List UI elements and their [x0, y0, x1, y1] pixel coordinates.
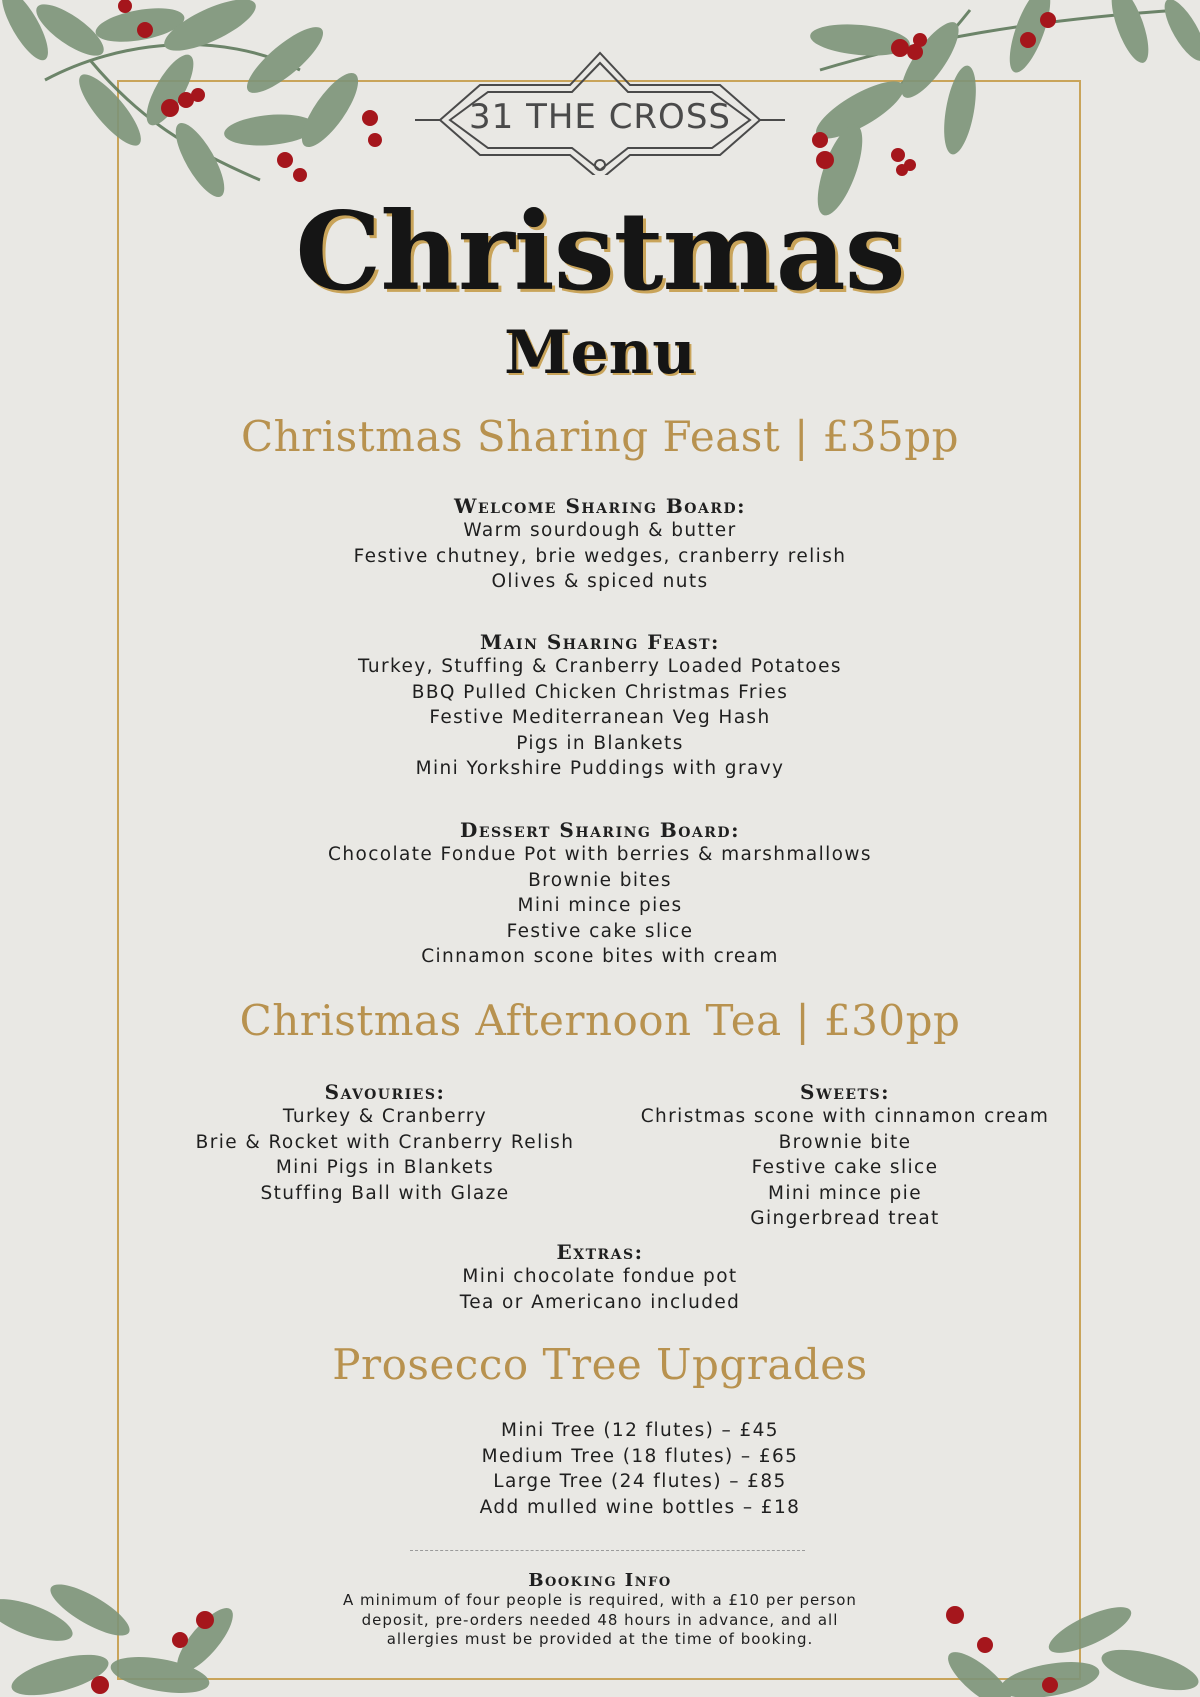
sweets-heading: Sweets: [800, 1080, 890, 1104]
menu-item: Festive Mediterranean Veg Hash [429, 707, 771, 729]
booking-info-text [0, 1591, 1200, 1650]
dessert-board-section [0, 818, 1200, 970]
prosecco-section [395, 1418, 885, 1520]
menu-item: Christmas scone with cinnamon cream [640, 1106, 1050, 1127]
main-feast-items [0, 654, 1200, 782]
prosecco-items [395, 1418, 885, 1520]
menu-item: Gingerbread treat [750, 1208, 940, 1230]
booking-line: A minimum of four people is required, with a £10 per person [343, 1591, 857, 1609]
extras-heading: Extras: [556, 1240, 644, 1264]
menu-item: Mini chocolate fondue pot [462, 1266, 738, 1287]
menu-item: Add mulled wine bottles – £18 [479, 1496, 801, 1518]
menu-item: Olives & spiced nuts [491, 571, 709, 593]
holly-branch-top-right-icon [800, 0, 1200, 220]
menu-item: Warm sourdough & butter [463, 520, 737, 541]
savouries-items [160, 1104, 610, 1206]
menu-item: Pigs in Blankets [516, 732, 684, 754]
holly-branch-top-left-icon [0, 0, 400, 210]
sweets-items [620, 1104, 1070, 1232]
welcome-board-section [0, 494, 1200, 595]
menu-item: Mini Pigs in Blankets [275, 1157, 495, 1179]
menu-item: Cinnamon scone bites with cream [421, 946, 779, 968]
menu-item: Mini Yorkshire Puddings with gravy [415, 758, 785, 780]
main-feast-section [0, 630, 1200, 782]
sweets-section [620, 1080, 1070, 1232]
main-feast-heading: Main Sharing Feast: [480, 630, 720, 654]
menu-item: Festive cake slice [506, 920, 694, 942]
dessert-board-items [0, 842, 1200, 970]
sharing-feast-title: Christmas Sharing Feast | £35pp [240, 412, 959, 461]
menu-item: Mini mince pie [767, 1182, 923, 1204]
menu-item: Brie & Rocket with Cranberry Relish [195, 1131, 575, 1153]
logo-text: 31 THE CROSS [469, 97, 731, 137]
afternoon-tea-title: Christmas Afternoon Tea | £30pp [239, 996, 961, 1045]
extras-items [0, 1264, 1200, 1315]
menu-item: Festive cake slice [751, 1157, 939, 1179]
menu-item: Mini mince pies [517, 895, 683, 917]
menu-item: BBQ Pulled Chicken Christmas Fries [411, 681, 789, 703]
page-subtitle: Menu [504, 318, 696, 388]
extras-section [0, 1240, 1200, 1315]
prosecco-title: Prosecco Tree Upgrades [332, 1340, 868, 1389]
booking-line: deposit, pre-orders needed 48 hours in advance, and all [361, 1610, 839, 1629]
menu-item: Tea or Americano included [459, 1291, 741, 1313]
menu-item: Stuffing Ball with Glaze [260, 1182, 510, 1204]
menu-item: Mini Tree (12 flutes) – £45 [501, 1420, 779, 1441]
savouries-heading: Savouries: [324, 1080, 446, 1104]
booking-line: allergies must be provided at the time of booking. [386, 1630, 814, 1648]
booking-info-section [0, 1570, 1200, 1650]
page-title: Christmas [295, 189, 905, 315]
section-divider [410, 1550, 805, 1551]
welcome-board-heading: Welcome Sharing Board: [454, 494, 746, 518]
menu-item: Large Tree (24 flutes) – £85 [493, 1471, 787, 1493]
menu-item: Festive chutney, brie wedges, cranberry relish [353, 545, 847, 567]
booking-info-heading: Booking Info [528, 1570, 672, 1591]
menu-item: Brownie bites [528, 869, 672, 891]
menu-item: Turkey & Cranberry [282, 1106, 488, 1127]
welcome-board-items [0, 518, 1200, 595]
savouries-section [160, 1080, 610, 1206]
dessert-board-heading: Dessert Sharing Board: [460, 818, 740, 842]
brand-logo [410, 45, 790, 175]
menu-item: Brownie bite [778, 1131, 912, 1153]
menu-item: Turkey, Stuffing & Cranberry Loaded Potatoes [358, 656, 842, 677]
menu-item: Chocolate Fondue Pot with berries & marshmallows [328, 844, 872, 865]
menu-item: Medium Tree (18 flutes) – £65 [481, 1445, 799, 1467]
